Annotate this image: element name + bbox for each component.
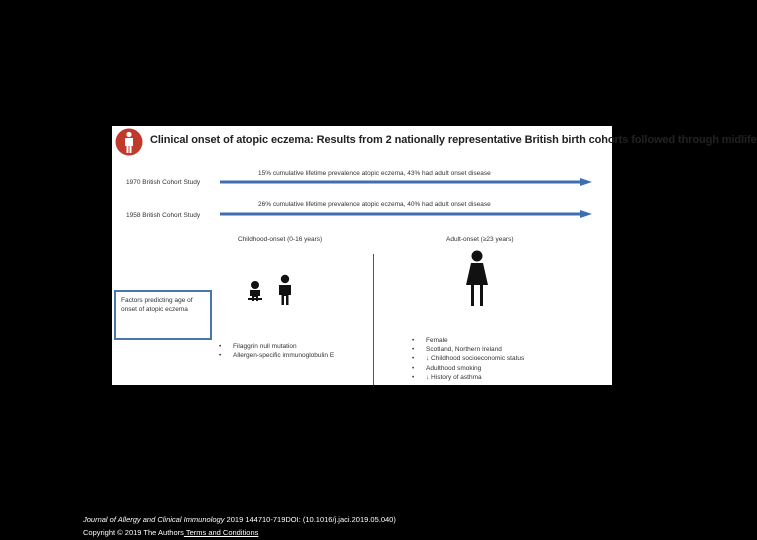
terms-link[interactable]: Terms and Conditions: [183, 528, 259, 537]
child-icon: [277, 274, 293, 306]
adult-onset-title: Adult-onset (≥23 years): [446, 236, 514, 243]
childhood-factor-list: [219, 342, 334, 360]
childhood-onset-title: Childhood-onset (0-16 years): [238, 236, 323, 243]
cohort-label-1970: 1970 British Cohort Study: [126, 179, 201, 186]
baby-icon: [247, 280, 263, 302]
figure-panel: [112, 126, 757, 385]
figure-title: Clinical onset of atopic eczema: Results from 2 nationally representative British birth cohorts followed through midlife: [150, 134, 757, 146]
copyright-line: [83, 528, 258, 537]
woman-icon: [465, 250, 489, 308]
childhood-factor-item: • Allergen-specific immunoglobulin E: [219, 351, 334, 360]
adult-factor-item: • ↓ Childhood socioeconomic status: [412, 354, 524, 363]
adult-factor-item: • ↓ History of asthma: [412, 373, 524, 382]
timeline-arrow-1970: [220, 178, 592, 186]
citation-line: [83, 515, 396, 524]
person-icon: [115, 128, 143, 156]
cohort-caption-1970: 15% cumulative lifetime prevalence atopic eczema, 43% had adult onset disease: [258, 170, 491, 177]
cohort-label-1958: 1958 British Cohort Study: [126, 212, 201, 219]
adult-factor-list: [412, 336, 524, 382]
factors-box: [114, 290, 212, 340]
factors-label: Factors predicting age of onset of atopic eczema: [121, 297, 193, 314]
timeline-arrow-1958: [220, 210, 592, 218]
journal-name: Journal of Allergy and Clinical Immunology: [83, 515, 225, 524]
adult-factor-item: • Female: [412, 336, 524, 345]
cohort-caption-1958: 26% cumulative lifetime prevalence atopic eczema, 40% had adult onset disease: [258, 201, 491, 208]
adult-factor-item: • Scotland, Northern Ireland: [412, 345, 524, 354]
adult-factor-item: • Adulthood smoking: [412, 364, 524, 373]
citation-text: 2019 144710-719DOI: (10.1016/j.jaci.2019.05.040): [224, 515, 396, 524]
childhood-factor-item: • Filaggrin null mutation: [219, 342, 334, 351]
onset-divider: [373, 254, 374, 385]
copyright-text: Copyright © 2019 The Authors: [83, 528, 184, 537]
